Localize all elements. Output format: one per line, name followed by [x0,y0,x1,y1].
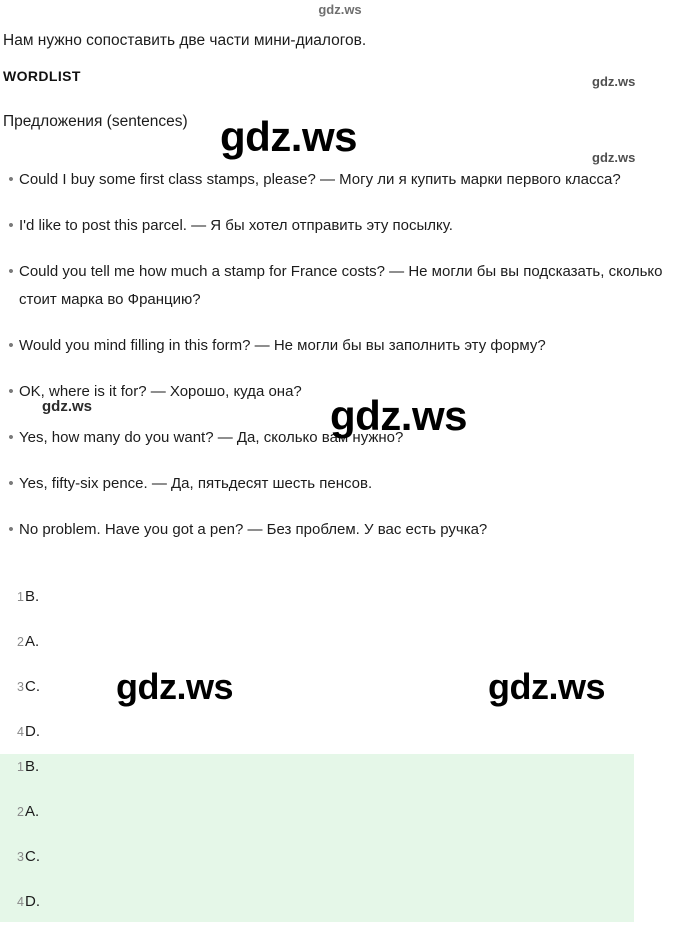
answer-row [3,588,677,633]
list-item [3,470,677,498]
list-item [3,212,677,240]
bullet-icon: • [8,383,14,400]
list-item-text: No problem. Have you got a pen? — Без проблем. У вас есть ручка? [19,521,488,538]
watermark-large: gdz.ws [330,392,468,439]
answer-number: 3 [17,850,24,864]
bullet-icon: • [8,429,14,446]
list-item [3,378,677,406]
answer-value: B. [25,588,40,605]
list-item-text: Yes, how many do you want? — Да, сколько вам нужно? [19,429,404,446]
wordlist-heading: WORDLIST [3,68,81,84]
answer-value: D. [25,723,40,740]
intro-text: Нам нужно сопоставить две части мини-диалогов. [3,32,367,49]
list-item-text: Could you tell me how much a stamp for France costs? — Не могли бы вы подсказать, сколько стоит марка во Францию? [19,263,663,308]
watermark-large: gdz.ws [488,666,606,707]
bullet-icon: • [8,171,14,188]
answer-row [3,848,623,893]
list-item-text: Would you mind filling in this form? — Не могли бы вы заполнить эту форму? [19,337,546,354]
answer-value: C. [25,848,40,865]
answer-row [3,678,677,723]
answer-number: 1 [17,590,24,604]
bullet-icon: • [8,263,14,280]
answer-list [3,588,677,768]
bullet-icon: • [8,217,14,234]
answer-number: 1 [17,760,24,774]
list-item [3,332,677,360]
watermark-small: gdz.ws [592,150,636,165]
answer-row [3,633,677,678]
bullet-icon: • [8,337,14,354]
answer-row [3,893,623,938]
answer-value: D. [25,893,40,910]
section-subtitle: Предложения (sentences) [3,113,188,130]
answer-value: A. [25,803,40,820]
answer-number: 4 [17,895,24,909]
answer-number: 4 [17,725,24,739]
watermark-small: gdz.ws [592,74,636,89]
answer-number: 2 [17,635,24,649]
answer-value: A. [25,633,40,650]
highlighted-answer-block [0,754,634,922]
list-item-text: I'd like to post this parcel. — Я бы хотел отправить эту посылку. [19,217,453,234]
answer-row [3,758,623,803]
list-item [3,166,677,194]
list-item [3,516,677,544]
list-item-text: Could I buy some first class stamps, please? — Могу ли я купить марки первого класса? [19,171,621,188]
sentence-list [3,166,677,562]
list-item-text: OK, where is it for? — Хорошо, куда она? [19,383,302,400]
watermark-large: gdz.ws [116,666,234,707]
answer-number: 3 [17,680,24,694]
watermark-large: gdz.ws [220,113,358,160]
answer-value: C. [25,678,40,695]
answer-number: 2 [17,805,24,819]
answer-row [3,803,623,848]
watermark-small: gdz.ws [42,398,93,415]
answer-value: B. [25,758,40,775]
watermark-top: gdz.ws [318,2,362,17]
list-item [3,424,677,452]
list-item [3,258,677,314]
bullet-icon: • [8,475,14,492]
list-item-text: Yes, fifty-six pence. — Да, пятьдесят шесть пенсов. [19,475,373,492]
bullet-icon: • [8,521,14,538]
